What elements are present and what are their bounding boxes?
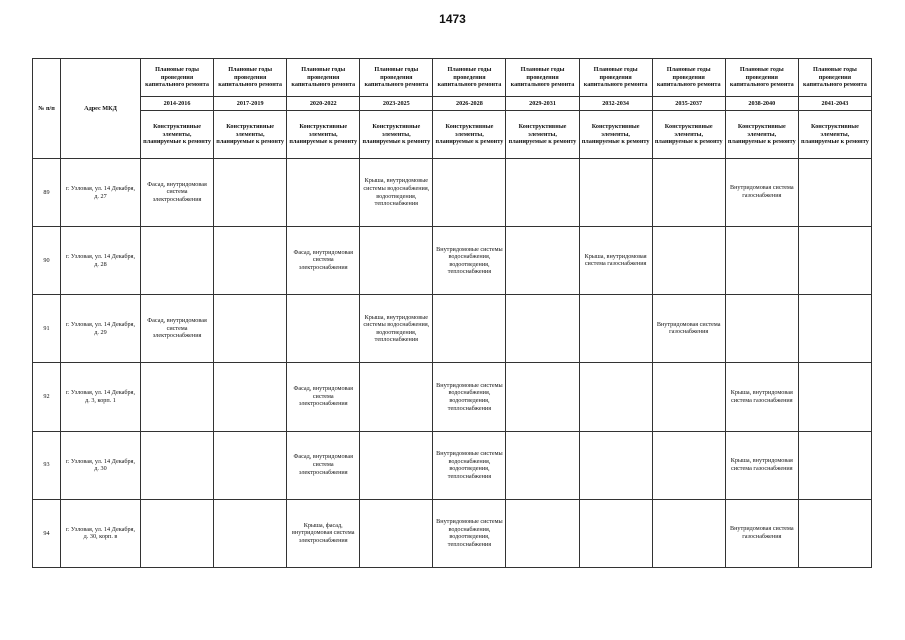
column-header-year-range: 2035-2037: [652, 97, 725, 111]
repair-elements-cell: [725, 295, 798, 363]
table-row: [33, 295, 872, 363]
column-header-plan-years: Плановые годы проведения капитального ремонта: [725, 59, 798, 97]
repair-elements-cell: [652, 159, 725, 227]
column-header-plan-years: Плановые годы проведения капитального ремонта: [798, 59, 871, 97]
repair-elements-cell: [579, 295, 652, 363]
column-header-plan-years: Плановые годы проведения капитального ремонта: [360, 59, 433, 97]
repair-elements-cell: [433, 295, 506, 363]
repair-elements-cell: [798, 431, 871, 499]
row-number: 91: [33, 295, 61, 363]
repair-elements-cell: [579, 431, 652, 499]
table-row: [33, 363, 872, 431]
repair-elements-cell: [652, 227, 725, 295]
repair-elements-cell: [360, 227, 433, 295]
row-number: 93: [33, 431, 61, 499]
row-number: 94: [33, 499, 61, 567]
page-number: 1473: [439, 12, 466, 26]
repair-elements-cell: [798, 499, 871, 567]
row-number: 90: [33, 227, 61, 295]
repair-elements-cell: Крыша, внутридомовая система газоснабжения: [725, 363, 798, 431]
column-header-elements: Конструктивные элементы, планируемые к ремонту: [579, 111, 652, 159]
column-header-elements: Конструктивные элементы, планируемые к ремонту: [433, 111, 506, 159]
column-header-year-range: 2014-2016: [141, 97, 214, 111]
column-header-elements: Конструктивные элементы, планируемые к ремонту: [652, 111, 725, 159]
repair-elements-cell: Крыша, внутридомовые системы водоснабжения, водоотведения, теплоснабжения: [360, 295, 433, 363]
column-header-year-range: 2041-2043: [798, 97, 871, 111]
repair-elements-cell: Внутридомовая система газоснабжения: [725, 499, 798, 567]
repair-elements-cell: Крыша, внутридомовая система газоснабжения: [725, 431, 798, 499]
row-address: г. Узловая, ул. 14 Декабря, д. 28: [61, 227, 141, 295]
repair-elements-cell: Внутридомовая система газоснабжения: [725, 159, 798, 227]
table-row: [33, 499, 872, 567]
column-header-year-range: 2020-2022: [287, 97, 360, 111]
repair-elements-cell: [579, 159, 652, 227]
column-header-plan-years: Плановые годы проведения капитального ремонта: [579, 59, 652, 97]
column-header-plan-years: Плановые годы проведения капитального ремонта: [433, 59, 506, 97]
repair-elements-cell: [506, 159, 579, 227]
repair-elements-cell: [141, 499, 214, 567]
column-header-elements: Конструктивные элементы, планируемые к ремонту: [725, 111, 798, 159]
row-address: г. Узловая, ул. 14 Декабря, д. 30: [61, 431, 141, 499]
row-number: 92: [33, 363, 61, 431]
repair-elements-cell: Внутридомовые системы водоснабжения, водоотведения, теплоснабжения: [433, 227, 506, 295]
repair-elements-cell: [579, 363, 652, 431]
repair-elements-cell: Крыша, внутридомовая система газоснабжения: [579, 227, 652, 295]
column-header-year-range: 2029-2031: [506, 97, 579, 111]
column-header-elements: Конструктивные элементы, планируемые к ремонту: [506, 111, 579, 159]
repair-elements-cell: [433, 159, 506, 227]
column-header-elements: Конструктивные элементы, планируемые к ремонту: [214, 111, 287, 159]
repair-elements-cell: [652, 431, 725, 499]
repair-elements-cell: [214, 295, 287, 363]
column-header-plan-years: Плановые годы проведения капитального ремонта: [214, 59, 287, 97]
column-header-plan-years: Плановые годы проведения капитального ремонта: [141, 59, 214, 97]
column-header-year-range: 2026-2028: [433, 97, 506, 111]
table-row: [33, 227, 872, 295]
repair-elements-cell: [214, 363, 287, 431]
repair-elements-cell: [360, 363, 433, 431]
column-header-address: Адрес МКД: [61, 59, 141, 159]
row-address: г. Узловая, ул. 14 Декабря, д. 3, корп. 1: [61, 363, 141, 431]
repair-elements-cell: Внутридомовая система газоснабжения: [652, 295, 725, 363]
column-header-elements: Конструктивные элементы, планируемые к ремонту: [798, 111, 871, 159]
repair-elements-cell: [287, 295, 360, 363]
repair-elements-cell: [360, 431, 433, 499]
repair-elements-cell: [652, 363, 725, 431]
repair-elements-cell: Фасад, внутридомовая система электроснабжения: [287, 363, 360, 431]
repair-elements-cell: [798, 159, 871, 227]
column-header-plan-years: Плановые годы проведения капитального ремонта: [287, 59, 360, 97]
repair-elements-cell: [141, 431, 214, 499]
repair-elements-cell: [798, 363, 871, 431]
row-address: г. Узловая, ул. 14 Декабря, д. 29: [61, 295, 141, 363]
repair-elements-cell: [579, 499, 652, 567]
table-row: [33, 159, 872, 227]
repair-elements-cell: [287, 159, 360, 227]
table-header: [33, 59, 872, 159]
column-header-year-range: 2023-2025: [360, 97, 433, 111]
repair-elements-cell: Внутридомовые системы водоснабжения, водоотведения, теплоснабжения: [433, 431, 506, 499]
row-number: 89: [33, 159, 61, 227]
repair-elements-cell: [798, 295, 871, 363]
column-header-year-range: 2017-2019: [214, 97, 287, 111]
repair-elements-cell: Фасад, внутридомовая система электроснабжения: [141, 159, 214, 227]
repair-elements-cell: Внутридомовые системы водоснабжения, водоотведения, теплоснабжения: [433, 499, 506, 567]
repair-elements-cell: [214, 227, 287, 295]
row-address: г. Узловая, ул. 14 Декабря, д. 30, корп. в: [61, 499, 141, 567]
repair-elements-cell: [506, 431, 579, 499]
column-header-elements: Конструктивные элементы, планируемые к ремонту: [360, 111, 433, 159]
repair-elements-cell: [506, 227, 579, 295]
repair-elements-cell: [141, 227, 214, 295]
repair-elements-cell: Крыша, фасад, внутридомовая система электроснабжения: [287, 499, 360, 567]
repair-elements-cell: [141, 363, 214, 431]
repair-elements-cell: Фасад, внутридомовая система электроснабжения: [287, 227, 360, 295]
repair-elements-cell: Крыша, внутридомовые системы водоснабжения, водоотведения, теплоснабжения: [360, 159, 433, 227]
table-body: [33, 159, 872, 568]
row-address: г. Узловая, ул. 14 Декабря, д. 27: [61, 159, 141, 227]
repair-elements-cell: [214, 431, 287, 499]
repair-elements-cell: [506, 499, 579, 567]
table-row: [33, 431, 872, 499]
column-header-year-range: 2038-2040: [725, 97, 798, 111]
repair-elements-cell: [652, 499, 725, 567]
repair-elements-cell: [506, 295, 579, 363]
repair-elements-cell: Фасад, внутридомовая система электроснабжения: [141, 295, 214, 363]
repair-elements-cell: [214, 159, 287, 227]
repair-elements-cell: Фасад, внутридомовая система электроснабжения: [287, 431, 360, 499]
column-header-plan-years: Плановые годы проведения капитального ремонта: [506, 59, 579, 97]
column-header-elements: Конструктивные элементы, планируемые к ремонту: [141, 111, 214, 159]
capital-repair-plan-table: [32, 58, 872, 568]
repair-elements-cell: [725, 227, 798, 295]
column-header-elements: Конструктивные элементы, планируемые к ремонту: [287, 111, 360, 159]
repair-elements-cell: [798, 227, 871, 295]
column-header-number: № п/п: [33, 59, 61, 159]
column-header-plan-years: Плановые годы проведения капитального ремонта: [652, 59, 725, 97]
repair-elements-cell: [506, 363, 579, 431]
repair-elements-cell: [360, 499, 433, 567]
column-header-year-range: 2032-2034: [579, 97, 652, 111]
repair-elements-cell: Внутридомовые системы водоснабжения, водоотведения, теплоснабжения: [433, 363, 506, 431]
repair-elements-cell: [214, 499, 287, 567]
